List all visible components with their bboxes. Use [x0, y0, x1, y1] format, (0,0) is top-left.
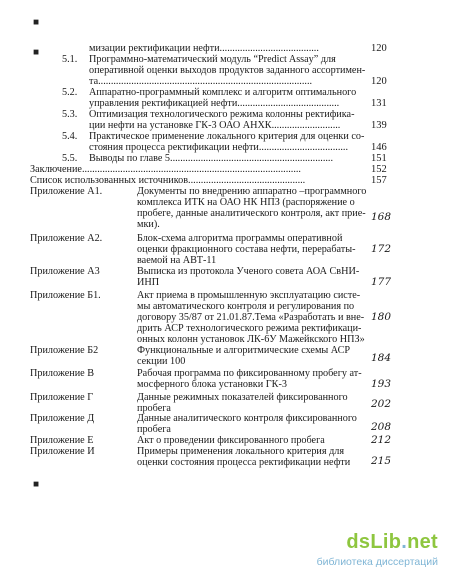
toc-line: оценки состояния процесса ректификации нефти: [137, 457, 351, 468]
page-number: 151: [371, 153, 387, 164]
toc-line: Приложение И: [30, 446, 95, 457]
page-number: 172: [371, 243, 392, 255]
toc-line: ИНП: [137, 277, 160, 288]
toc-line: Выписка из протокола Ученого совета АОА СвНИ-: [137, 266, 360, 277]
toc-line: Приложение Д: [30, 413, 95, 424]
toc-line: 5.4.: [62, 131, 78, 142]
page-number: 208: [371, 421, 392, 433]
toc-line: пробега: [137, 403, 171, 414]
toc-line: оперативной оценки выходов продуктов заданного ассортимен-: [89, 65, 366, 76]
page-number: 202: [371, 398, 392, 410]
toc-line: Программно-математический модуль “Predict Assay” для: [89, 54, 336, 65]
watermark-logo: dsLib.net: [346, 531, 438, 553]
page-number: 193: [371, 378, 392, 390]
toc-line: Приложение А2.: [30, 233, 103, 244]
toc-line: Приложение Б2: [30, 345, 99, 356]
toc-line: мы автоматического контроля и регулирования по: [137, 301, 355, 312]
page-number: 146: [371, 142, 387, 153]
toc-line: онных колонн установок ЛК-6У Мажейкского НПЗ»: [137, 334, 365, 345]
toc-line: Документы по внедрению аппаратно –программного: [137, 186, 367, 197]
toc-line: 5.2.: [62, 87, 78, 98]
toc-line: Данные режимных показателей фиксированного: [137, 392, 348, 403]
toc-line: Акт о проведении фиксированного пробега: [137, 435, 325, 446]
toc-line: Заключение......................................................................................: [30, 164, 301, 175]
toc-line: мосферного блока установки ГК-3: [137, 379, 287, 390]
toc-line: Блок-схема алгоритма программы оперативной: [137, 233, 343, 244]
toc-line: Примеры применения локального критерия для: [137, 446, 345, 457]
toc-line: Практическое применение локального критерия для оценки со-: [89, 131, 365, 142]
toc-line: 5.5.: [62, 153, 78, 164]
margin-mark: ■: [33, 47, 40, 58]
watermark-subtitle: библиотека диссертаций: [316, 556, 438, 568]
toc-line: пробеге, данные аналитического контроля, акт прие-: [137, 208, 366, 219]
margin-mark: ■: [33, 17, 40, 28]
toc-line: Приложение А3: [30, 266, 100, 277]
page-number: 212: [371, 434, 392, 446]
page-number: 215: [371, 455, 392, 467]
margin-mark: ■: [33, 479, 40, 490]
toc-line: секции 100: [137, 356, 186, 367]
toc-line: Данные аналитического контроля фиксированного: [137, 413, 357, 424]
toc-line: мки).: [137, 219, 160, 230]
page-number: 139: [371, 120, 387, 131]
toc-line: ваемой на АВТ-11: [137, 255, 217, 266]
toc-line: управления ректификацией нефти........................................: [89, 98, 340, 109]
toc-line: пробега: [137, 424, 171, 435]
page-number: 177: [371, 276, 392, 288]
toc-line: Аппаратно-программный комплекс и алгоритм оптимального: [89, 87, 357, 98]
toc-line: Функциональные и алгоритмические схемы АСР: [137, 345, 351, 356]
toc-line: договору 35/87 от 21.01.87.Тема «Разработать и вне-: [137, 312, 365, 323]
page-number: 157: [371, 175, 387, 186]
page-number: 131: [371, 98, 387, 109]
toc-line: Выводы по главе 5................................................................: [89, 153, 334, 164]
toc-line: оценки фракционного состава нефти, перерабаты-: [137, 244, 356, 255]
page-number: 120: [371, 76, 387, 87]
toc-line: та....................................................................................: [89, 76, 313, 87]
toc-line: Приложение Б1.: [30, 290, 101, 301]
toc-line: дрить АСР технологического режима ректификаци-: [137, 323, 362, 334]
page-number: 168: [371, 211, 392, 223]
toc-line: Приложение Е: [30, 435, 94, 446]
toc-line: Приложение Г: [30, 392, 94, 403]
toc-line: ции нефти на установке ГК-3 ОАО АНХК...........................: [89, 120, 341, 131]
toc-line: комплекса ИТК на ОАО НК НПЗ (распоряжение о: [137, 197, 355, 208]
toc-line: Оптимизация технологического режима колонны ректифика-: [89, 109, 355, 120]
toc-line: Список использованных источников..............................................: [30, 175, 306, 186]
page-number: 152: [371, 164, 387, 175]
toc-line: 5.3.: [62, 109, 78, 120]
toc-line: Акт приема в промышленную эксплуатацию систе-: [137, 290, 361, 301]
watermark: [316, 531, 438, 571]
page-number: 120: [371, 43, 387, 54]
toc-line: Рабочая программа по фиксированному пробегу ат-: [137, 368, 362, 379]
toc-line: мизации ректификации нефти.......................................: [89, 43, 319, 54]
toc-line: Приложение А1.: [30, 186, 103, 197]
toc-line: стояния процесса ректификации нефти...................................: [89, 142, 349, 153]
page-number: 184: [371, 352, 392, 364]
page-number: 180: [371, 311, 392, 323]
toc-line: 5.1.: [62, 54, 78, 65]
toc-line: Приложение В: [30, 368, 95, 379]
